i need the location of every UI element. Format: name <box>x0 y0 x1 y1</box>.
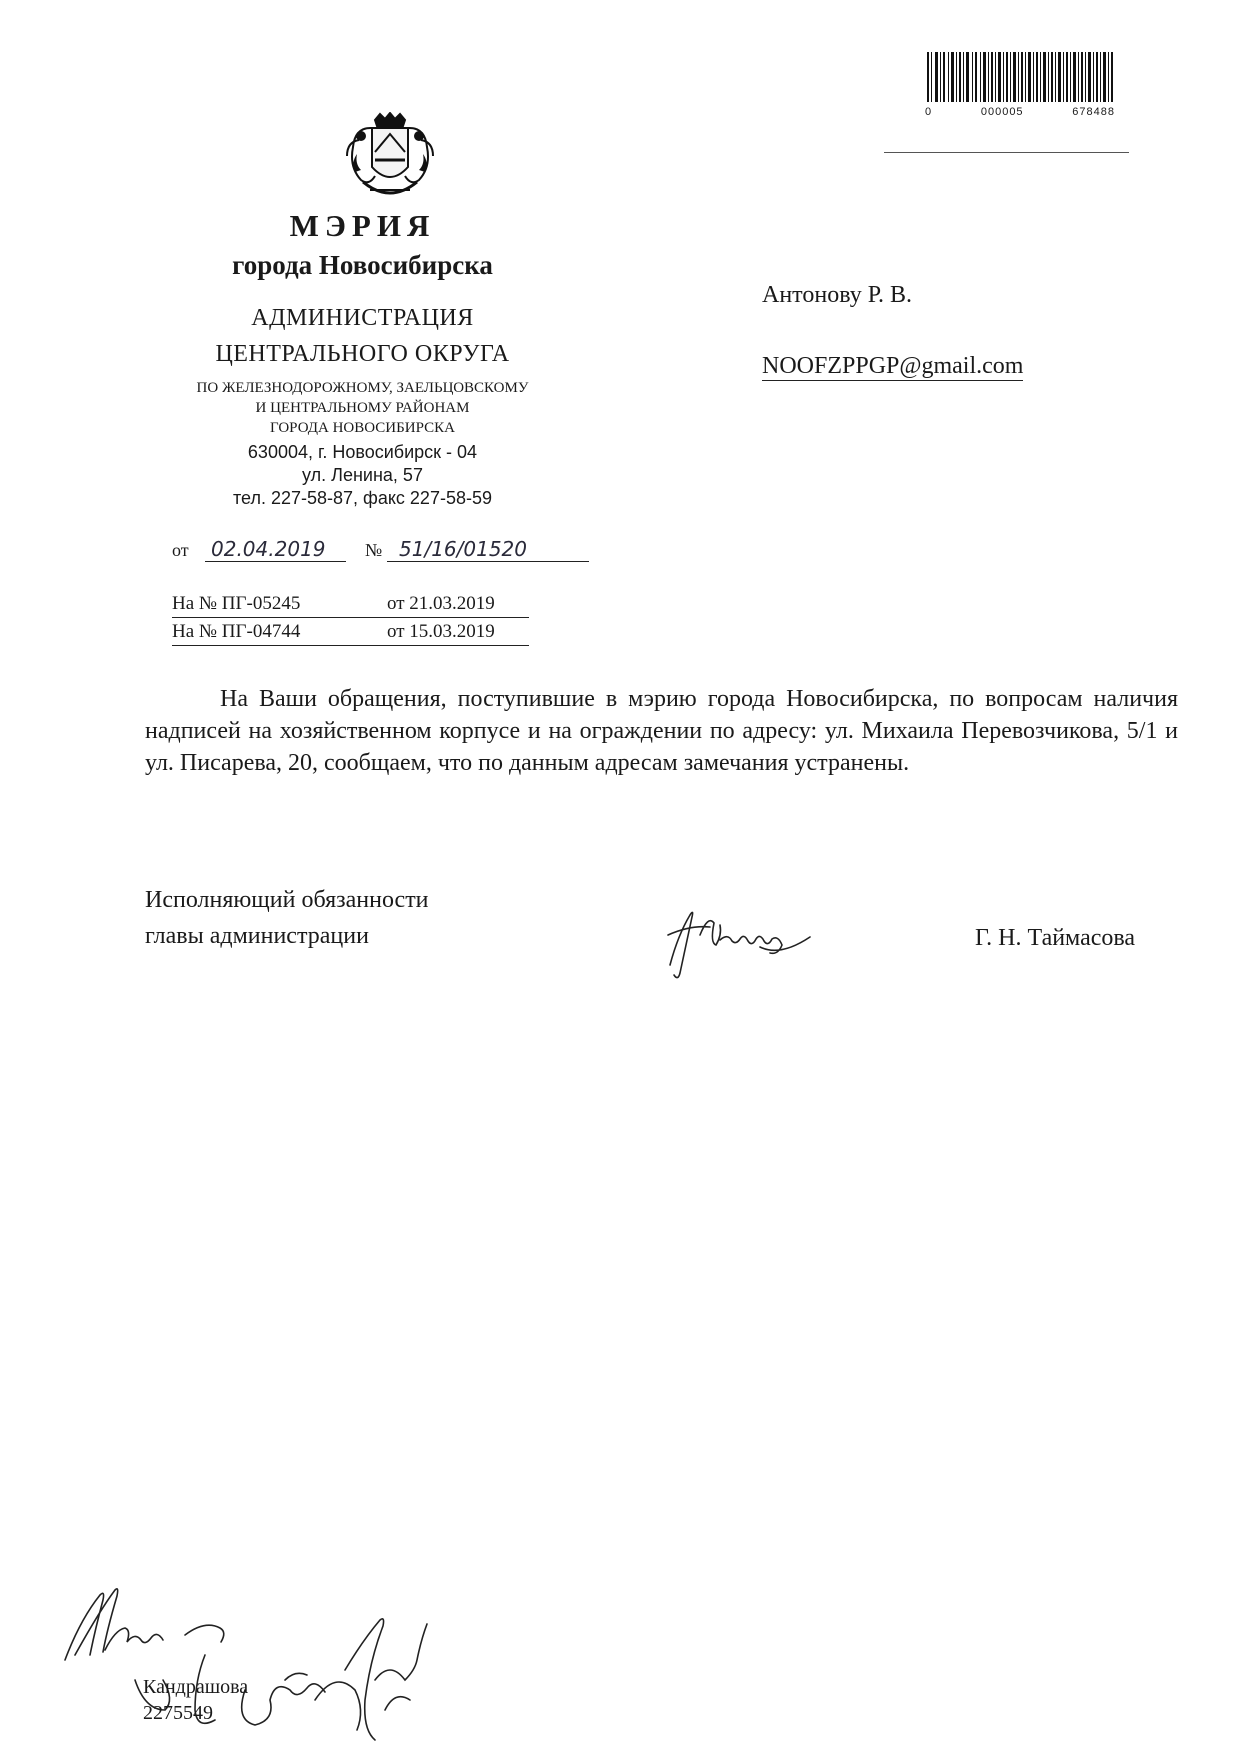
executor-name: Кандрашова <box>143 1676 249 1698</box>
letterhead-address-postal: 630004, г. Новосибирск - 04 <box>247 442 478 462</box>
letterhead-address-street: ул. Ленина, 57 <box>302 465 423 485</box>
signer-position-line-1: Исполняющий обязанности <box>145 887 429 913</box>
letterhead-admin-subtitle-1: ПО ЖЕЛЕЗНОДОРОЖНОМУ, ЗАЕЛЬЦОВСКОМУ <box>196 380 529 396</box>
letterhead-admin-subtitle-3: ГОРОДА НОВОСИБИРСКА <box>270 420 455 436</box>
reference-number: На № ПГ-05245 <box>172 593 301 614</box>
reference-number: На № ПГ-04744 <box>172 621 301 642</box>
barcode-divider <box>884 152 1129 153</box>
reference-row <box>172 593 529 618</box>
barcode-digits <box>925 106 1115 118</box>
outgoing-registration <box>172 537 592 566</box>
outgoing-number: 51/16/01520 <box>387 537 589 562</box>
signer-name: Г. Н. Таймасова <box>975 925 1136 951</box>
outgoing-date-label: от <box>172 540 189 560</box>
addressee-email-link[interactable]: NOOFZPPGP@gmail.com <box>762 353 1024 379</box>
executor-phone: 2275549 <box>143 1702 213 1724</box>
letterhead-admin-subtitle-2: И ЦЕНТРАЛЬНОМУ РАЙОНАМ <box>255 400 470 416</box>
reference-date: от 21.03.2019 <box>387 593 495 614</box>
barcode-digits-left: 0 <box>925 106 933 118</box>
signer-position-line-2: главы администрации <box>145 923 369 949</box>
addressee-name: Антонову Р. В. <box>762 282 913 308</box>
executor-handwritten-signatures <box>45 1560 485 1750</box>
barcode-digits-right: 678488 <box>1072 106 1115 118</box>
outgoing-date: 02.04.2019 <box>205 537 346 562</box>
outgoing-number-label: № <box>365 540 383 560</box>
letterhead-mayor-city: города Новосибирска <box>232 250 493 280</box>
reference-row <box>172 621 529 646</box>
letterhead-admin-title: АДМИНИСТРАЦИЯ <box>251 305 474 331</box>
letterhead-address-phone: тел. 227-58-87, факс 227-58-59 <box>233 488 492 508</box>
barcode-digits-mid: 000005 <box>980 106 1024 118</box>
handwritten-signature <box>660 895 830 985</box>
letter-body: На Ваши обращения, поступившие в мэрию города Новосибирска, по вопросам наличия надписей на хозяйственном корпусе и на ограждении по адресу: ул. Михаила Перевозчикова, 5/1 и ул. Писарева, 20, сообщаем, что по данным адресам замечания устранены. <box>145 686 1178 776</box>
letterhead-mayor-title: МЭРИЯ <box>289 208 436 243</box>
reference-date: от 15.03.2019 <box>387 621 495 642</box>
letterhead-admin-district: ЦЕНТРАЛЬНОГО ОКРУГА <box>215 341 510 367</box>
city-coat-of-arms-emblem <box>325 112 455 212</box>
